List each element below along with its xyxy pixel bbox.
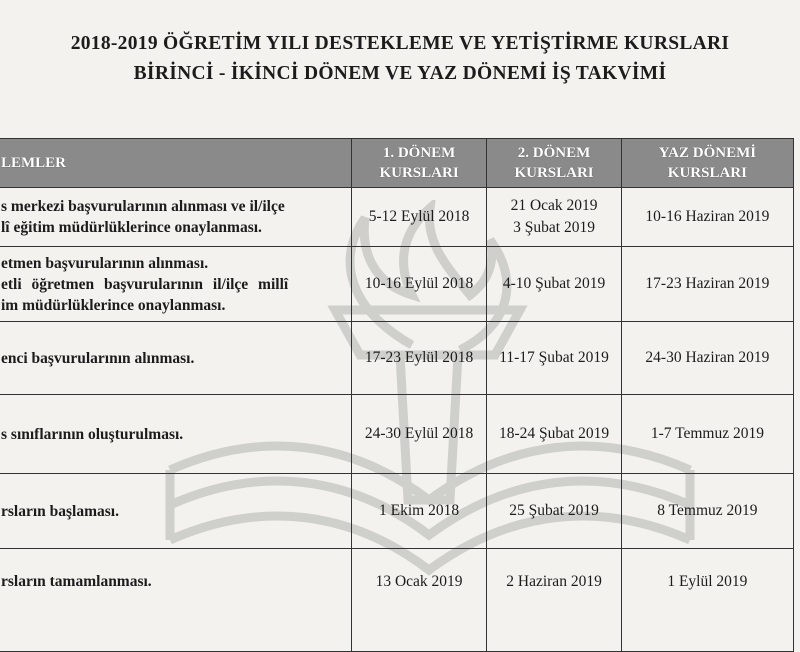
header-term2-line2: KURSLARI [514,165,594,181]
row-description: s sınıflarının oluşturulması. [0,395,351,474]
schedule-table [0,138,794,652]
table-row [0,188,794,247]
cell-term1-date: 5-12 Eylül 2018 [351,188,486,247]
cell-summer-date: 17-23 Haziran 2019 [621,247,793,322]
cell-term2-date: 18-24 Şubat 2019 [487,395,622,474]
cell-term2-date: 4-10 Şubat 2019 [487,247,622,322]
row-description [0,247,351,322]
table-row [0,395,794,474]
cell-term1-date: 17-23 Eylül 2018 [351,322,486,395]
row-description-line: im müdürlüklerince onaylanması. [1,296,226,314]
cell-date-line: 21 Ocak 2019 [510,197,598,214]
row-description: rsların tamamlanması. [0,549,351,652]
cell-summer-date: 24-30 Haziran 2019 [621,322,793,395]
row-description-line: s merkezi başvurularının alınması ve il/ilçe [1,198,285,215]
header-term1-line1: 1. DÖNEM [382,145,456,161]
cell-summer-date: 1 Eylül 2019 [621,549,793,652]
row-description: rsların başlaması. [0,474,351,549]
table-row [0,474,794,549]
row-description-line: lî eğitim müdürlüklerince onaylanması. [1,219,262,236]
cell-term2-date: 2 Haziran 2019 [487,549,622,652]
table-header-row [0,139,794,188]
header-term1 [351,139,486,188]
row-description: enci başvurularının alınması. [0,322,351,395]
cell-summer-date: 10-16 Haziran 2019 [621,188,793,247]
document-subtitle: BİRİNCİ - İKİNCİ DÖNEM VE YAZ DÖNEMİ İŞ TAKVİMİ [133,63,667,84]
row-description [0,188,351,247]
cell-summer-date: 8 Temmuz 2019 [621,474,793,549]
cell-term1-date: 13 Ocak 2019 [351,549,486,652]
header-term2-line1: 2. DÖNEM [517,145,591,161]
cell-term1-date: 10-16 Eylül 2018 [351,247,486,322]
cell-term2-date: 25 Şubat 2019 [487,474,622,549]
header-summer-line2: KURSLARI [667,165,747,181]
cell-term2-date [487,188,622,247]
row-description-line: etmen başvurularının alınması. [1,254,209,272]
header-summer [621,139,793,188]
table-row [0,549,794,652]
header-term2 [487,139,622,188]
cell-term1-date: 1 Ekim 2018 [351,474,486,549]
document-title: 2018-2019 ÖĞRETİM YILI DESTEKLEME VE YETİŞTİRME KURSLARI [70,33,730,54]
cell-term2-date: 11-17 Şubat 2019 [487,322,622,395]
cell-term1-date: 24-30 Eylül 2018 [351,395,486,474]
header-term1-line2: KURSLARI [379,165,459,181]
table-row [0,247,794,322]
row-description-line: etli öğretmen başvurularının il/ilçe millî [1,275,289,293]
cell-date-line: 3 Şubat 2019 [513,219,595,236]
header-summer-line1: YAZ DÖNEMİ [658,145,757,161]
header-operations: LEMLER [0,139,351,188]
table-row [0,322,794,395]
cell-summer-date: 1-7 Temmuz 2019 [621,395,793,474]
